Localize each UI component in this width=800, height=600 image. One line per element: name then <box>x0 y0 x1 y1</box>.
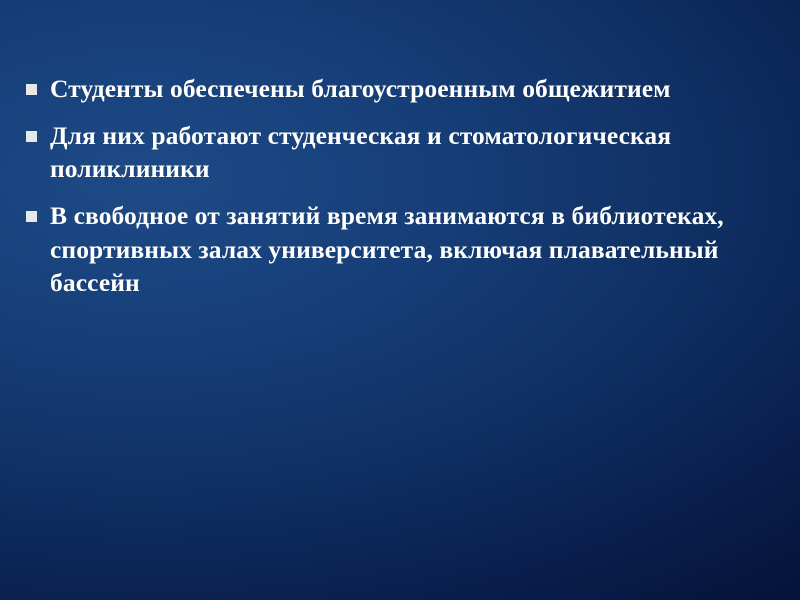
list-item <box>26 72 756 105</box>
square-bullet-icon <box>26 84 37 95</box>
bullet-text: Студенты обеспечены благоустроенным общежитием <box>50 74 671 103</box>
square-bullet-icon <box>26 211 37 222</box>
bullet-text: В свободное от занятий время занимаются в библиотеках, спортивных залах университета, включая плавательный бассейн <box>50 201 724 297</box>
list-item <box>26 199 756 298</box>
bullet-list <box>0 72 800 313</box>
list-item <box>26 119 756 185</box>
square-bullet-icon <box>26 131 37 142</box>
bullet-text: Для них работают студенческая и стоматологическая поликлиники <box>50 121 672 184</box>
